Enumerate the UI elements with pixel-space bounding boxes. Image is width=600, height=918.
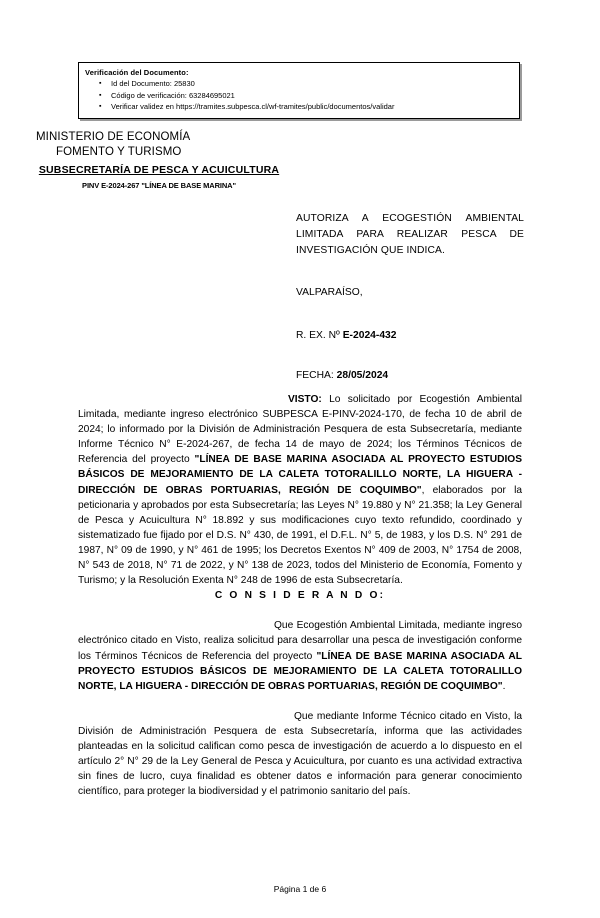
paragraph-spacer — [78, 694, 522, 709]
visto-label: VISTO: — [288, 394, 322, 405]
resolution-number: E-2024-432 — [342, 330, 397, 341]
considerando-paragraph-2: Que mediante Informe Técnico citado en Visto, la División de Administración Pesquera de esta Subsecretaría, informa que las actividades planteadas en la solicitud califican como pesca de investigación de acuerdo a lo dispuesto en el artículo 2° N° 29 de la Ley General de Pesca y Acuicultura, por cuanto es una actividad extractiva sin fines de lucro, cuya finalidad es obtener datos e información para generar conocimiento científico, para proteger la biodiversidad y el patrimonio sanitario del país. — [78, 710, 522, 798]
verification-title: Verificación del Documento: — [85, 68, 189, 77]
visto-intro-text: Lo solicitado por Ecogestión Ambiental Limitada, mediante ingreso electrónico SUBPESCA E-PINV-2024-170, de fecha 10 de abril de 2024; lo informado por la División de Administración Pesquera de esta Subsecretaría, mediante Informe Técnico N° E-2024-267, de fecha 14 de mayo de 2024; los Términos Técnicos de Referencia del proyecto — [78, 394, 522, 466]
bullet-icon: ▪ — [99, 91, 102, 99]
subsecretaria-heading: SUBSECRETARÍA DE PESCA Y ACUICULTURA — [38, 164, 280, 176]
paragraph-spacer — [78, 603, 522, 618]
verification-item-id — [99, 78, 513, 90]
resolution-title-block — [296, 211, 524, 383]
considerando-heading: C O N S I D E R A N D O: — [214, 590, 386, 602]
considerando-1-intro: Que Ecogestión Ambiental Limitada, mediante ingreso electrónico citado en Visto, realiza solicitud para desarrollar una pesca de investigación conforme los Términos Técnicos de Referencia del proyecto — [78, 620, 522, 662]
visto-legal-citations: , elaborados por la peticionaria y aprobados por esta Subsecretaría; las Leyes N° 19.880 y N° 21.358; la Ley General de Pesca y Acuicultura N° 18.892 y sus modificaciones cuyo texto refundido, coordinado y sistematizado fue fijado por el D.S. N° 430, de 1991, el D.F.L. N° 5, de 1983, y los D.S. N° 291 de 1987, N° 09 de 1990, y N° 461 de 1995; los Decretos Exentos N° 409 de 2003, N° 1754 de 2008, N° 543 de 2018, N° 71 de 2022, y N° 138 de 2023, todos del Ministerio de Economía, Fomento y Turismo; y la Resolución Exenta N° 248 de 1996 de esta Subsecretaría. — [78, 484, 522, 587]
verification-list — [85, 78, 513, 113]
verification-item-text: Verificar validez en https://tramites.subpesca.cl/wf-tramites/public/documentos/validar — [111, 102, 395, 111]
verification-item-code — [99, 90, 513, 102]
document-verification-box — [78, 62, 520, 119]
verification-item-text: Código de verificación: 63284695021 — [111, 90, 235, 100]
resolution-date-line — [296, 368, 524, 383]
page-footer — [0, 884, 600, 894]
resolution-number-line — [296, 328, 524, 343]
considerando-1-project-title: "LÍNEA DE BASE MARINA ASOCIADA AL PROYECTO ESTUDIOS BÁSICOS DE MEJORAMIENTO DE LA CALETA TOTORALILLO NORTE, LA HIGUERA - DIRECCIÓN DE OBRAS PORTUARIAS, REGIÓN DE COQUIMBO" — [78, 650, 522, 692]
ministry-name-line-1: MINISTERIO DE ECONOMÍA — [36, 131, 191, 143]
verification-item-text: Id del Documento: 25830 — [111, 79, 195, 88]
authorization-subject: AUTORIZA A ECOGESTIÓN AMBIENTAL LIMITADA PARA REALIZAR PESCA DE INVESTIGACIÓN QUE INDICA. — [296, 213, 524, 256]
visto-project-title: "LÍNEA DE BASE MARINA ASOCIADA AL PROYECTO ESTUDIOS BÁSICOS DE MEJORAMIENTO DE LA CALETA TOTORALILLO NORTE, LA HIGUERA - DIRECCIÓN DE OBRAS PORTUARIAS, REGIÓN DE COQUIMBO" — [78, 454, 522, 496]
considerando-1-end: . — [502, 680, 506, 692]
considerando-paragraph-1 — [78, 618, 522, 693]
date-value: 28/05/2024 — [336, 370, 389, 381]
verification-item-url — [99, 101, 513, 113]
date-label: FECHA: — [296, 370, 337, 381]
issuing-city: VALPARAÍSO, — [296, 287, 363, 298]
project-code-label: PINV E-2024-267 "LÍNEA DE BASE MARINA" — [82, 181, 236, 190]
document-body — [78, 392, 522, 799]
page-number-label: Página 1 de 6 — [273, 884, 327, 894]
resolution-label: R. EX. Nº — [296, 330, 343, 341]
visto-paragraph — [78, 392, 522, 588]
ministry-name-line-2: FOMENTO Y TURISMO — [56, 145, 182, 158]
ministry-header — [34, 130, 284, 191]
bullet-icon: ▪ — [99, 80, 102, 87]
bullet-icon: ▪ — [99, 103, 102, 110]
